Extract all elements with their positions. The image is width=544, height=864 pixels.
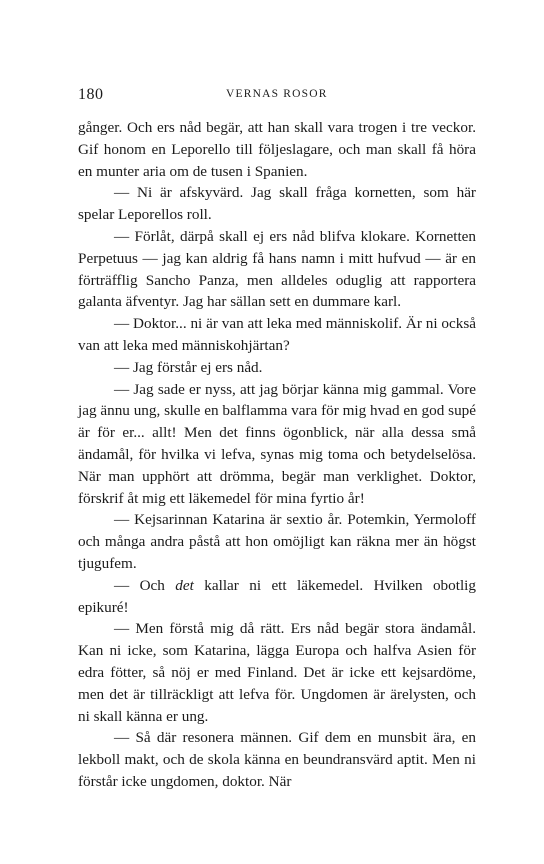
body-text bbox=[78, 117, 476, 793]
text-segment: — Jag sade er nyss, att jag börjar känna mig gammal. Vore jag ännu ung, skulle en balflamma vara för mig hvad en god supé är för er... allt! Men det finns ögonblick, när alla dessa små ändamål, för hvilka vi lefva, synas mig toma och betydelselösa. När man upphört att drömma, begär man verklighet. Doktor, förskrif åt mig ett läkemedel för mina fyrtio år! bbox=[78, 380, 476, 507]
text-segment: — Jag förstår ej ers nåd. bbox=[114, 358, 263, 376]
paragraph bbox=[78, 727, 476, 792]
text-segment: — Och bbox=[114, 576, 176, 594]
text-segment: gånger. Och ers nåd begär, att han skall vara trogen i tre veckor. Gif honom en Leporello till följeslagare, och man skall få höra en munter aria om de tusen i Spanien. bbox=[78, 119, 476, 180]
text-segment: — Doktor... ni är van att leka med människolif. Är ni också van att leka med människohjärtan? bbox=[78, 315, 476, 354]
paragraph bbox=[78, 357, 476, 379]
text-segment: — Ni är afskyvärd. Jag skall fråga kornetten, som här spelar Leporellos roll. bbox=[78, 184, 476, 224]
paragraph bbox=[78, 509, 476, 574]
paragraph bbox=[78, 379, 476, 510]
paragraph bbox=[78, 313, 476, 357]
text-segment: — Kejsarinnan Katarina är sextio år. Potemkin, Yermoloff och många andra påstå att hon omöjligt kan räkna mer än högst tjugufem. bbox=[78, 511, 476, 572]
text-segment: — Men förstå mig då rätt. Ers nåd begär stora ändamål. Kan ni icke, som Katarina, lägga Europa och halfva Asien för edra fötter, så nöj er med Finland. Det är icke ett kejsardöme, men det är tillräckligt att lefva för. Ungdomen är ärelysten, och ni skall känna er ung. bbox=[78, 620, 476, 725]
paragraph bbox=[78, 182, 476, 226]
italic-text: det bbox=[175, 576, 194, 594]
paragraph bbox=[78, 618, 476, 727]
paragraph bbox=[78, 117, 476, 182]
running-title: VERNAS ROSOR bbox=[226, 88, 328, 100]
text-segment: — Så där resonera männen. Gif dem en munsbit ära, en lekboll makt, och de skola känna en beundransvärd aptit. Men ni förstår icke ungdomen, doktor. När bbox=[78, 729, 476, 790]
text-segment: — Förlåt, därpå skall ej ers nåd blifva klokare. Kornetten Perpetuus — jag kan aldrig få hans namn i mitt hufvud — är en förträfflig Sancho Panza, men alldeles oduglig att rapportera galanta äfventyr. Jag har sällan sett en dummare karl. bbox=[78, 227, 476, 311]
paragraph bbox=[78, 226, 476, 313]
page-header bbox=[78, 86, 476, 106]
paragraph bbox=[78, 575, 476, 619]
text-segment: kallar ni ett läkemedel. Hvilken obotlig epikuré! bbox=[78, 576, 476, 616]
page-number: 180 bbox=[78, 86, 104, 103]
